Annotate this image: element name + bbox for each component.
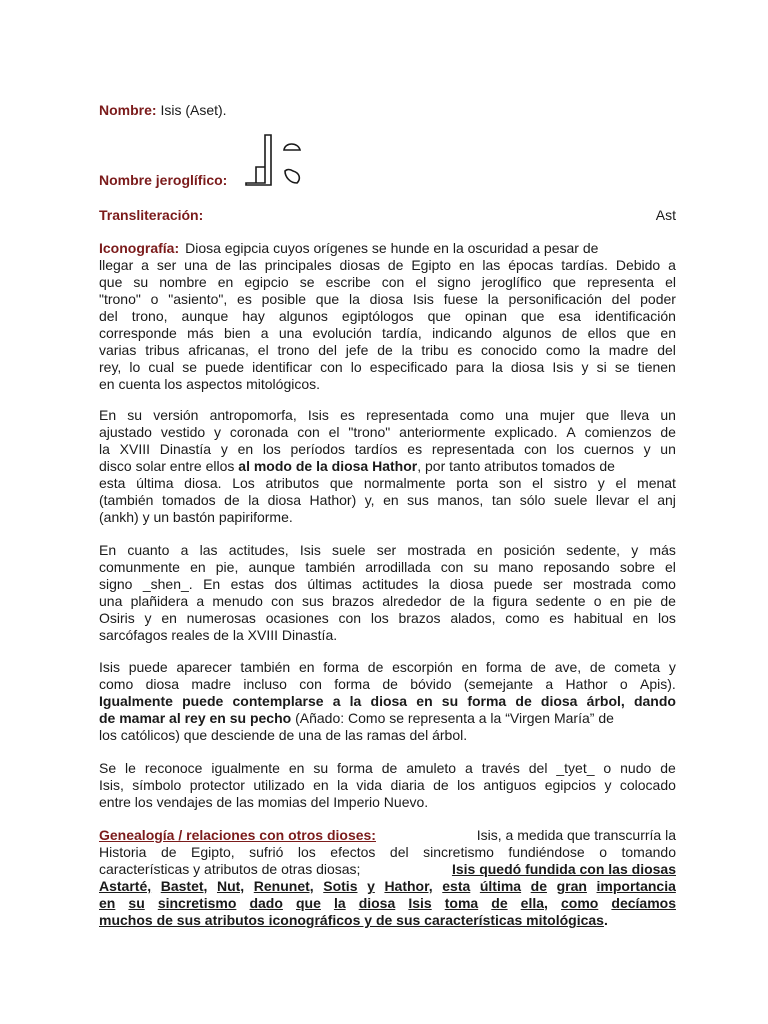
- actitudes-line-3: signo _shen_. En estas dos últimas actitudes la diosa puede ser mostrada como: [99, 576, 676, 592]
- genealogia-line-4: Astarté, Bastet, Nut, Renunet, Sotis y Hathor, esta última de gran importancia: [99, 878, 676, 894]
- actitudes-line-4: una plañidera a menudo con sus brazos alrededor de la figura sedente o en pie de: [99, 593, 676, 609]
- actitudes-line-2: comunmente en pie, aunque también arrodillada con su mano reposando sobre el: [99, 559, 676, 575]
- iconografia-line-1: Diosa egipcia cuyos orígenes se hunde en la oscuridad a pesar de: [185, 240, 599, 256]
- iconografia-line-9: en cuenta los aspectos mitológicos.: [99, 376, 321, 392]
- iconografia-line-6: corresponde más bien a una evolución tardía, indicando algunos de ellos que en: [99, 325, 676, 341]
- fusion-emphasis-1: Isis quedó fundida con las diosas: [451, 861, 676, 877]
- formas-line-3: Igualmente puede contemplarse a la diosa en su forma de diosa árbol, dando: [99, 693, 676, 709]
- actitudes-paragraph: [99, 542, 676, 644]
- jeroglifico-row: [99, 172, 676, 189]
- hathor-emphasis: al modo de la diosa Hathor: [238, 458, 418, 474]
- iconografia-line-5: del trono, aunque hay algunos egiptólogos que opinan que esa identificación: [99, 308, 676, 324]
- genealogia-line-3: características y atributos de otras diosas; Isis quedó fundida con las diosas: [99, 861, 676, 877]
- formas-line-5: los católicos) que desciende de una de las ramas del árbol.: [99, 727, 468, 743]
- genealogia-paragraph: [99, 827, 676, 929]
- iconografia-line-2: llegar a ser una de las principales diosas de Egipto en las épocas tardías. Debido a: [99, 257, 676, 273]
- actitudes-line-1: En cuanto a las actitudes, Isis suele ser mostrada en posición sedente, y más: [99, 542, 676, 558]
- amuleto-line-1: Se le reconoce igualmente en su forma de amuleto a través del _tyet_ o nudo de: [99, 760, 676, 776]
- genealogia-line-5: en su sincretismo dado que la diosa Isis toma de ella, como decíamos: [99, 895, 676, 911]
- iconografia-line-4: "trono" o "asiento", es posible que la diosa Isis fuese la personificación del poder: [99, 291, 676, 307]
- actitudes-line-6: sarcófagos reales de la XVIII Dinastía.: [99, 627, 338, 643]
- iconografia-line-7: varias tribus africanas, el trono del jefe de la tribu es conocido como la madre del: [99, 342, 676, 358]
- iconografia-label: Iconografía:: [99, 240, 180, 256]
- actitudes-line-5: Osiris y en numerosas ocasiones con los brazos alados, como es habitual en los: [99, 610, 676, 626]
- antropomorfa-line-5: esta última diosa. Los atributos que normalmente porta son el sistro y el menat: [99, 475, 676, 491]
- amuleto-paragraph: [99, 760, 676, 811]
- transliteracion-value: Ast: [655, 207, 676, 223]
- nombre-value: Isis (Aset).: [160, 102, 227, 118]
- antropomorfa-line-2: ajustado vestido y coronada con el "trono" anteriormente explicado. A comienzos de: [99, 424, 676, 440]
- formas-line-2: como diosa madre incluso con forma de bóvido (semejante a Hathor o Apis).: [99, 676, 676, 692]
- amuleto-line-2: Isis, símbolo protector utilizado en la vida diaria de los antiguos egipcios y colocado: [99, 777, 676, 793]
- genealogia-line-6: muchos de sus atributos iconográficos y de sus características mitológicas .: [99, 912, 608, 928]
- antropomorfa-line-7: (ankh) y un bastón papiriforme.: [99, 509, 293, 525]
- genealogia-line-1: Genealogía / relaciones con otros dioses: Isis, a medida que transcurría la: [99, 827, 676, 843]
- nombre-label: Nombre:: [99, 102, 157, 118]
- iconografia-line-3: que su nombre en egipcio se escribe con el signo jeroglífico que representa el: [99, 274, 676, 290]
- transliteracion-label: Transliteración:: [99, 207, 204, 223]
- antropomorfa-line-6: (también tomados de la diosa Hathor) y, en sus manos, tan sólo suele llevar el anj: [99, 492, 676, 508]
- transliteracion-row: [99, 207, 676, 224]
- iconografia-paragraph: [99, 240, 676, 393]
- iconografia-line-8: rey, lo cual se puede identificar con lo especificado para la diosa Isis y si se tienen: [99, 359, 676, 375]
- genealogia-label: Genealogía / relaciones con otros dioses:: [99, 827, 376, 843]
- antropomorfa-paragraph: [99, 407, 676, 526]
- formas-line-4: de mamar al rey en su pecho (Añado: Como se representa a la “Virgen María” de: [99, 710, 614, 726]
- formas-line-1: Isis puede aparecer también en forma de escorpión en forma de ave, de cometa y: [99, 659, 676, 675]
- mamar-emphasis: de mamar al rey en su pecho: [99, 710, 292, 726]
- antropomorfa-line-3: la XVIII Dinastía y en los períodos tardíos es representada con los cuernos y un: [99, 441, 676, 457]
- genealogia-line-2: Historia de Egipto, sufrió los efectos del sincretismo fundiéndose o tomando: [99, 844, 676, 860]
- antropomorfa-line-1: En su versión antropomorfa, Isis es representada como una mujer que lleva un: [99, 407, 676, 423]
- jeroglifico-label: Nombre jeroglífico:: [99, 172, 228, 188]
- formas-paragraph: [99, 659, 676, 744]
- antropomorfa-line-4: disco solar entre ellos al modo de la diosa Hathor, por tanto atributos tomados de: [99, 458, 615, 474]
- amuleto-line-3: entre los vendajes de las momias del Imperio Nuevo.: [99, 794, 429, 810]
- nombre-row: [99, 102, 676, 119]
